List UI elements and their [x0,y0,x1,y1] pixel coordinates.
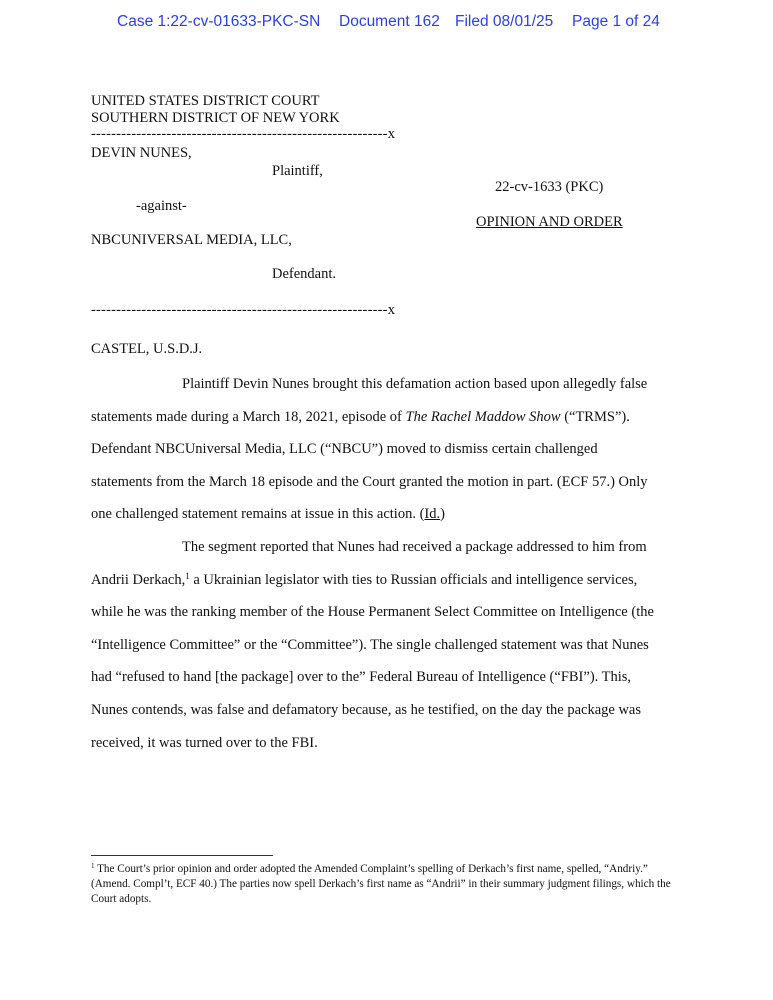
caption-divider-top: -----------------------------------------------------------x [91,126,396,142]
court-district: SOUTHERN DISTRICT OF NEW YORK [91,110,340,126]
page-count-header: Page 1 of 24 [572,13,660,30]
paragraph-1 [91,368,661,531]
plaintiff-role: Plaintiff, [272,163,323,179]
footnote-separator [91,855,273,856]
court-name: UNITED STATES DISTRICT COURT [91,93,320,109]
footnote-text: The Court’s prior opinion and order adopted the Amended Complaint’s spelling of Derkach’s first name, spelled, “Andriy.” (Amend. Compl’t, ECF 40.) The parties now spell Derkach’s first name as “Andrii” in their summary judgment filings, which the Court adopts. [91,863,671,905]
paragraph-1-text-a: Plaintiff Devin Nunes brought this defamation action based upon allegedly false statements made during a March 18, 2021, episode of [91,376,648,425]
show-title: The Rachel Maddow Show [405,408,561,425]
paragraph-1-text-c: ) [440,506,445,523]
judge-name: CASTEL, U.S.D.J. [91,341,203,357]
paragraph-2-text-b: a Ukrainian legislator with ties to Russian officials and intelligence services, while he was the ranking member of the House Permanent Select Committee on Intelligence (the “Intelligence Committee” or the “Committee”). The single challenged statement was that Nunes had “refused to hand [the package] over to the” Federal Bureau of Intelligence (“FBI”). This, Nunes contends, was false and defamatory because, as he testified, on the day the package was received, it was turned over to the FBI. [91,571,654,751]
plaintiff-name: DEVIN NUNES, [91,145,192,161]
footnote-1 [91,862,676,907]
against-label: -against- [136,198,187,214]
case-number: 22-cv-1633 (PKC) [495,179,604,195]
footnote-reference[interactable]: 1 [185,570,190,581]
paragraph-2 [91,531,661,759]
filed-date-header: Filed 08/01/25 [455,13,554,30]
paragraph-2-text-a: The segment reported that Nunes had received a package addressed to him from Andrii Derkach, [91,538,647,588]
paragraph-1-text-b: (“TRMS”). Defendant NBCUniversal Media, LLC (“NBCU”) moved to dismiss certain challenged statements from the March 18 episode and the Court granted the motion in part. (ECF 57.) Only one challenged statement remains at issue in this action. ( [91,408,648,523]
footnote-number: 1 [91,862,95,870]
document-title: OPINION AND ORDER [476,214,623,230]
defendant-name: NBCUNIVERSAL MEDIA, LLC, [91,232,292,248]
case-number-header: Case 1:22-cv-01633-PKC-SN [117,13,321,30]
caption-divider-bottom: -----------------------------------------------------------x [91,302,396,318]
opinion-body [91,368,661,759]
document-number-header: Document 162 [339,13,440,30]
defendant-role: Defendant. [272,266,337,282]
id-citation: Id. [424,506,441,523]
